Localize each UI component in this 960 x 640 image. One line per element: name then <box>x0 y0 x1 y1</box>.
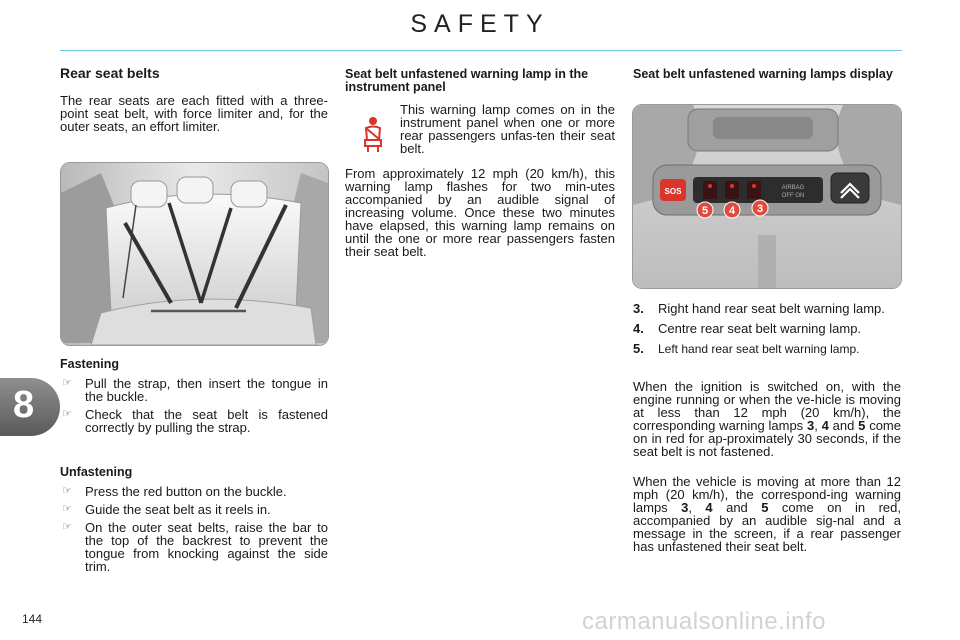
pointing-hand-icon: ☞ <box>62 503 72 515</box>
callout-4: 4 <box>728 205 736 217</box>
legend-item: 4. Centre rear seat belt warning lamp. <box>633 321 862 336</box>
unfastening-heading: Unfastening <box>60 465 133 479</box>
moving-paragraph: When the vehicle is moving at more than 12 mph (20 km/h), the correspond-ing warning lamps 3, 4 and 5 come on in red, accompanied by an audible sig-nal and a message in the screen, if a rear passenger has unfastened their seat belt. <box>633 474 901 554</box>
display-line: OFF ON <box>781 193 805 199</box>
list-item: ☞ On the outer seat belts, raise the bar to the top of the backrest to prevent the tongue from knocking against the side trim. <box>62 520 328 574</box>
fastening-heading: Fastening <box>60 357 120 371</box>
pointing-hand-icon: ☞ <box>62 377 72 389</box>
roof-console-illustration <box>633 105 901 288</box>
lamp-description: This warning lamp comes on in the instrument panel when one or more rear passengers unfas-ten their seat belt. <box>400 102 615 156</box>
intro-text: The rear seats are each fitted with a three-point seat belt, with force limiter and, for the outer seats, an effort limiter. <box>60 93 328 134</box>
fastening-section <box>60 358 328 434</box>
chapter-tab[interactable] <box>0 378 60 436</box>
callout-3: 3 <box>756 203 764 215</box>
header-divider <box>60 50 902 51</box>
rear-seats-image <box>60 162 329 346</box>
unfastening-section <box>60 466 328 573</box>
lamp-flash-text: From approximately 12 mph (20 km/h), this warning lamp flashes for two min-utes accompanied by an audible signal of increasing volume. Once these two minutes have elapsed, this warning lamp remains on until the one or more rear passengers fasten their seat belt. <box>345 166 615 259</box>
pointing-hand-icon: ☞ <box>62 521 72 533</box>
section-title: Rear seat belts <box>60 65 160 81</box>
display-heading: Seat belt unfastened warning lamps display <box>633 67 893 81</box>
display-line: AIRBAG <box>781 185 805 191</box>
legend-item: 5. Left hand rear seat belt warning lamp. <box>633 341 860 356</box>
callout-5: 5 <box>701 205 709 217</box>
seat-belt-warning-icon <box>359 116 387 154</box>
list-item: ☞ Press the red button on the buckle. <box>62 484 287 499</box>
pointing-hand-icon: ☞ <box>62 485 72 497</box>
page-number: 144 <box>22 612 43 626</box>
legend-item: 3. Right hand rear seat belt warning lamp. <box>633 301 885 316</box>
list-item: ☞ Pull the strap, then insert the tongue in the buckle. <box>62 376 328 404</box>
sos-button-label: SOS <box>664 187 682 196</box>
instrument-lamp-heading: Seat belt unfastened warning lamp in the instrument panel <box>345 67 589 94</box>
rear-seats-illustration <box>61 163 328 345</box>
chapter-number: 8 <box>13 384 35 426</box>
rear-seat-belts-section <box>60 67 328 133</box>
page-title: SAFETY <box>410 10 550 38</box>
list-item: ☞ Guide the seat belt as it reels in. <box>62 502 271 517</box>
warning-lamps-display-image <box>632 104 902 289</box>
display-section <box>633 68 901 81</box>
instrument-lamp-section <box>345 68 615 94</box>
list-item: ☞ Check that the seat belt is fastened correctly by pulling the strap. <box>62 407 328 435</box>
pointing-hand-icon: ☞ <box>62 408 72 420</box>
watermark: carmanualsonline.info <box>582 608 826 635</box>
lamps-legend <box>633 302 901 356</box>
ignition-paragraph: When the ignition is switched on, with the engine running or when the ve-hicle is moving at less than 12 mph (20 km/h), the corresponding warning lamps 3, 4 and 5 come on in red for ap-proximately 30 seconds, if the seat belt is not fastened. <box>633 379 901 459</box>
